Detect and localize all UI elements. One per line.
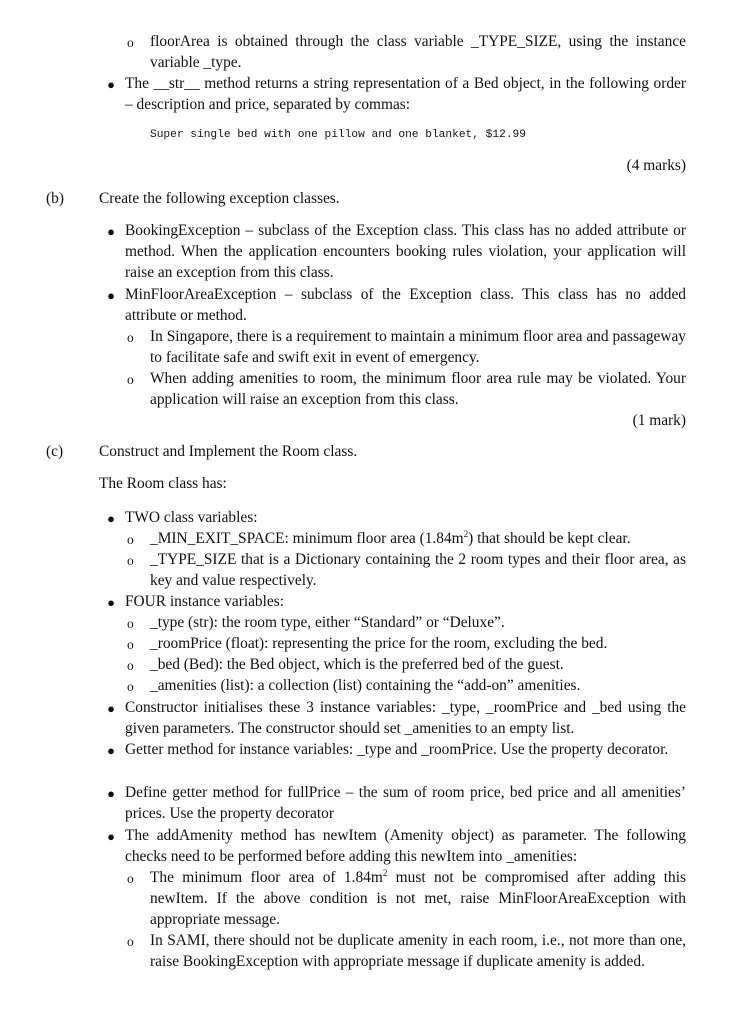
circle-bullet-icon: o	[127, 372, 134, 387]
bullet-icon: ●	[107, 829, 115, 844]
bullet-icon: ●	[107, 511, 115, 526]
room-class-intro: The Room class has:	[99, 475, 227, 492]
constructor-item: Constructor initialises these 3 instance variables: _type, _roomPrice and _bed using the given parameters. The constructor should set _amenities to an empty list.	[125, 699, 686, 737]
circle-bullet-icon: o	[127, 934, 134, 949]
instance-var-bed: _bed (Bed): the Bed object, which is the preferred bed of the guest.	[150, 656, 564, 673]
class-var-min-exit-tail: ) that should be kept clear.	[468, 530, 631, 547]
code-example: Super single bed with one pillow and one blanket, $12.99	[150, 129, 526, 141]
circle-bullet-icon: o	[127, 553, 134, 568]
class-var-min-exit-text: _MIN_EXIT_SPACE: minimum floor area (1.84m	[150, 530, 464, 547]
min-floor-area-check-tail: must not be compromised after adding this newItem. If the above condition is not met, raise MinFloorAreaException with appropriate message.	[150, 869, 686, 928]
part-c-label: (c)	[46, 443, 64, 460]
bullet-icon: ●	[107, 786, 115, 801]
singapore-requirement-item: In Singapore, there is a requirement to maintain a minimum floor area and passageway to facilitate safe and swift exit in event of emergency.	[150, 328, 686, 366]
marks-a: (4 marks)	[626, 157, 686, 174]
circle-bullet-icon: o	[127, 532, 134, 547]
part-c-heading: Construct and Implement the Room class.	[99, 443, 358, 460]
add-amenity-item: The addAmenity method has newItem (Amenity object) as parameter. The following checks need to be performed before adding this newItem into _amenities:	[125, 827, 686, 865]
circle-bullet-icon: o	[127, 330, 134, 345]
bullet-icon: ●	[107, 595, 115, 610]
part-b-heading: Create the following exception classes.	[99, 190, 340, 207]
getter-item: Getter method for instance variables: _type and _roomPrice. Use the property decorator.	[125, 741, 669, 758]
circle-bullet-icon: o	[127, 679, 134, 694]
booking-exception-item: BookingException – subclass of the Exception class. This class has no added attribute or method. When the application encounters booking rules violation, your application will raise an exception from this class.	[125, 222, 686, 281]
str-method-item: The __str__ method returns a string representation of a Bed object, in the following order – description and price, separated by commas:	[125, 75, 686, 113]
min-floor-exception-item: MinFloorAreaException – subclass of the Exception class. This class has no added attribute or method.	[125, 286, 686, 324]
class-var-min-exit-space	[150, 528, 686, 549]
circle-bullet-icon: o	[127, 658, 134, 673]
full-price-item: Define getter method for fullPrice – the sum of room price, bed price and all amenities’ prices. Use the property decorator	[125, 784, 686, 822]
floor-area-item: floorArea is obtained through the class variable _TYPE_SIZE, using the instance variable _type.	[150, 33, 686, 71]
circle-bullet-icon: o	[127, 616, 134, 631]
bullet-icon: ●	[107, 77, 115, 92]
circle-bullet-icon: o	[127, 35, 134, 50]
instance-vars-title: FOUR instance variables:	[125, 593, 285, 610]
floor-area-violation-item: When adding amenities to room, the minimum floor area rule may be violated. Your application will raise an exception from this class.	[150, 370, 686, 408]
instance-var-room-price: _roomPrice (float): representing the price for the room, excluding the bed.	[150, 635, 608, 652]
superscript: 2	[463, 528, 469, 539]
part-b-label: (b)	[46, 190, 64, 207]
bullet-icon: ●	[107, 224, 115, 239]
bullet-icon: ●	[107, 288, 115, 303]
min-floor-area-check-text: The minimum floor area of 1.84m	[150, 869, 383, 886]
bullet-icon: ●	[107, 701, 115, 716]
marks-b: (1 mark)	[632, 412, 686, 429]
circle-bullet-icon: o	[127, 871, 134, 886]
instance-var-type: _type (str): the room type, either “Standard” or “Deluxe”.	[150, 614, 505, 631]
class-var-type-size: _TYPE_SIZE that is a Dictionary containing the 2 room types and their floor area, as key and value respectively.	[150, 551, 686, 589]
superscript: 2	[382, 867, 388, 878]
duplicate-amenity-check: In SAMI, there should not be duplicate amenity in each room, i.e., not more than one, raise BookingException with appropriate message if duplicate amenity is added.	[150, 932, 686, 970]
bullet-icon: ●	[107, 743, 115, 758]
instance-var-amenities: _amenities (list): a collection (list) containing the “add-on” amenities.	[150, 677, 581, 694]
min-floor-area-check	[150, 867, 686, 930]
class-vars-title: TWO class variables:	[125, 509, 258, 526]
circle-bullet-icon: o	[127, 637, 134, 652]
